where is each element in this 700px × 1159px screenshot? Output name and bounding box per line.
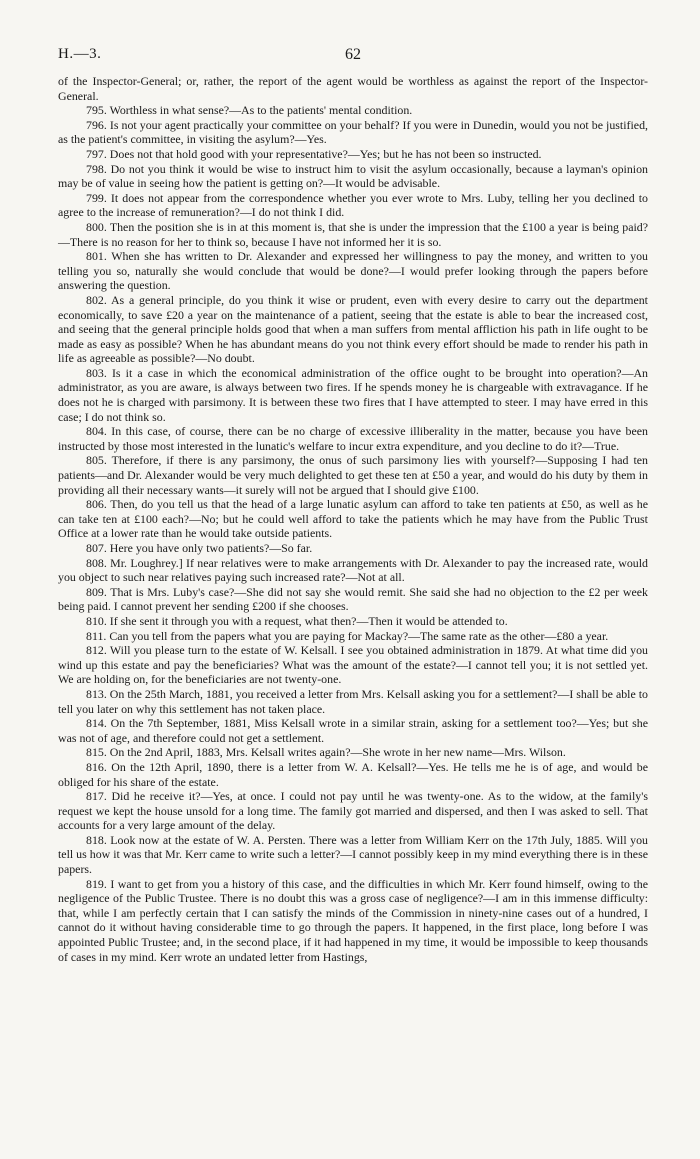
- paragraph-796: 796. Is not your agent practically your committee on your behalf? If you were in Dunedin, would you not be justified, as the patient's committee, in visiting the asylum?—Yes.: [58, 117, 648, 147]
- paragraph-799: 799. It does not appear from the correspondence whether you ever wrote to Mrs. Luby, telling her you declined to agree to the increase of remuneration?—I do not think I did.: [58, 190, 648, 220]
- paragraph-800: 800. Then the position she is in at this moment is, that she is under the impression that the £100 a year is being paid?—There is no reason for her to think so, because I have not informed her it is so.: [58, 219, 648, 249]
- paragraph-808: 808. Mr. Loughrey.] If near relatives were to make arrangements with Dr. Alexander to pay the increased rate, would you object to such near relatives paying such increased rate?—Not at all.: [58, 555, 648, 585]
- paragraph-817: 817. Did he receive it?—Yes, at once. I could not pay until he was twenty-one. As to the widow, at the family's request we kept the house unsold for a long time. The family got married and dispersed, and then I was asked to sell. That accounts for a very large amount of the delay.: [58, 789, 648, 833]
- paragraph-818: 818. Look now at the estate of W. A. Persten. There was a letter from William Kerr on the 17th July, 1885. Will you tell us how it was that Mr. Kerr came to write such a letter?—I cannot possibly keep in my mind everything there is in these papers.: [58, 832, 648, 877]
- document-code: H.—3.: [58, 46, 102, 62]
- paragraph-807: 807. Here you have only two patients?—So far.: [86, 541, 313, 555]
- paragraph-814: 814. On the 7th September, 1881, Miss Kelsall wrote in a similar strain, asking for a settlement too?—Yes; but she was not of age, and therefore could not get a settlement.: [58, 716, 648, 745]
- paragraph-797: 797. Does not that hold good with your representative?—Yes; but he has not been so instructed.: [86, 146, 542, 161]
- paragraph-811: 811. Can you tell from the papers what you are paying for Mackay?—The same rate as the other—£80 a year.: [86, 628, 609, 643]
- paragraph-806: 806. Then, do you tell us that the head of a large lunatic asylum can afford to take ten patients at £50, as well as he can take ten at £100 each?—No; but he could well afford to take the patients which he may have from the Public Trust Office at a lower rate than he would take outside patients.: [58, 497, 648, 541]
- paragraph-802: 802. As a general principle, do you think it wise or prudent, even with every desire to carry out the department economically, to save £20 a year on the maintenance of a patient, seeing that the estate is able to bear the increased cost, and seeing that the general principle holds good that when a man suffers from mental affliction his path in life ought to be made as easy as possible? When he has abundant means do you not think every effort should be made to render his path in life as agreeable as possible?—No doubt.: [58, 292, 648, 366]
- paragraph-815: 815. On the 2nd April, 1883, Mrs. Kelsall writes again?—She wrote in her new name—Mrs. Wilson.: [86, 745, 566, 760]
- paragraph-812: 812. Will you please turn to the estate of W. Kelsall. I see you obtained administration in 1879. At what time did you wind up this estate and pay the beneficiaries? What was the amount of the estate?—I cannot tell you; it is not settled yet. We are holding on, for the beneficiaries are not twenty-one.: [58, 643, 648, 687]
- paragraph-804: 804. In this case, of course, there can be no charge of excessive illiberality in the matter, because you have been instructed by those most interested in the lunatic's welfare to incur extra expenditure, and you decline to do it?—True.: [58, 424, 648, 453]
- page-header: [58, 40, 648, 74]
- page-number: 62: [345, 46, 361, 63]
- paragraph-798: 798. Do not you think it would be wise to instruct him to visit the asylum occasionally, because a layman's opinion may be of value in seeing how the patient is getting on?—It would be advisable.: [58, 161, 648, 191]
- paragraph-813: 813. On the 25th March, 1881, you received a letter from Mrs. Kelsall asking you for a settlement?—I shall be able to tell you later on why this settlement has not taken place.: [58, 686, 648, 716]
- paragraph-803: 803. Is it a case in which the economical administration of the office ought to be brought into operation?—An administrator, as you are aware, is always between two fires. If he spends money he is chargeable with extravagance. If he does not he is charged with parsimony. It is between these two fires that I have attempted to steer. I may have erred in this case; I do not think so.: [58, 365, 648, 424]
- paragraph-819: 819. I want to get from you a history of this case, and the difficulties in which Mr. Kerr found himself, owing to the negligence of the Public Trustee. There is no doubt this was a gross case of negligence?—I am in this immense difficulty: that, while I am perfectly certain that I can satisfy the minds of the Commission in ninety-nine cases out of a hundred, I cannot do it without having considerable time to go through the papers. It happened, in the first place, long before I was appointed Public Trustee; and, in the second place, if it had happened in my time, it would be impossible to keep thousands of cases in my mind. Kerr wrote an undated letter from Hastings,: [58, 876, 648, 964]
- paragraph-805: 805. Therefore, if there is any parsimony, the onus of such parsimony lies with yourself?—Supposing I had ten patients—and Dr. Alexander would be very much delighted to get these ten at £50 a year, and would do his duty by them in providing all their necessary wants—it surely will not be argued that I should give £100.: [58, 453, 648, 497]
- paragraph-816: 816. On the 12th April, 1890, there is a letter from W. A. Kelsall?—Yes. He tells me he is of age, and would be obliged for his share of the estate.: [58, 759, 648, 789]
- paragraph-809: 809. That is Mrs. Luby's case?—She did not say she would remit. She said she had no objection to the £2 per week being paid. I cannot prevent her sending £200 if she chooses.: [58, 584, 648, 614]
- paragraph-continuation: of the Inspector-General; or, rather, the report of the agent would be worthless as against the report of the Inspector-General.: [58, 74, 648, 103]
- document-body: [58, 74, 648, 964]
- paragraph-810: 810. If she sent it through you with a request, what then?—Then it would be attended to.: [86, 613, 508, 628]
- paragraph-795: 795. Worthless in what sense?—As to the patients' mental condition.: [86, 103, 413, 118]
- paragraph-801: 801. When she has written to Dr. Alexander and expressed her willingness to pay the money, and written to you telling you so, naturally she would conclude that would be done?—I would prefer looking through the papers before answering the question.: [58, 249, 648, 293]
